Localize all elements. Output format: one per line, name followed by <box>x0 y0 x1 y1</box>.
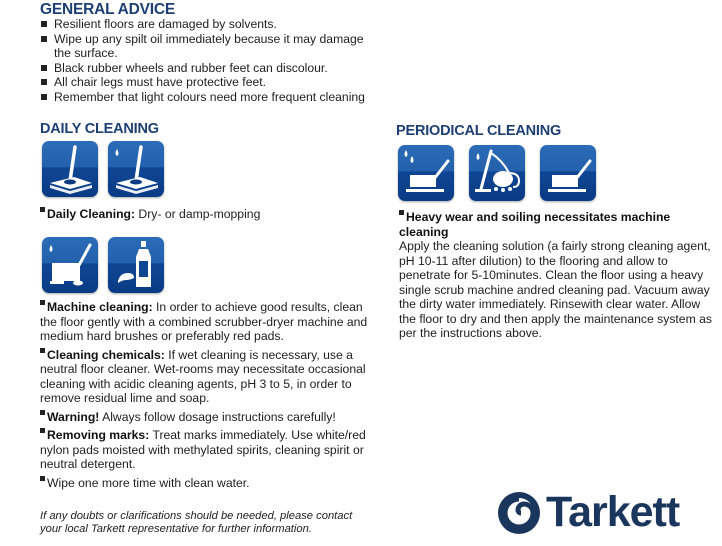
vacuum-icon <box>469 145 525 201</box>
bullet-square <box>40 428 45 433</box>
daily-cleaning-note <box>40 207 370 226</box>
list-item: Black rubber wheels and rubber feet can discolour. <box>40 61 370 76</box>
list-item: Resilient floors are damaged by solvents. <box>40 17 370 32</box>
list-item: Wipe up any spilt oil immediately because it may damage the surface. <box>40 32 370 61</box>
scrubber-dryer-icon <box>42 237 98 293</box>
dry-mop-icon <box>42 141 98 197</box>
wipe-item <box>40 476 370 491</box>
bullet-square <box>40 207 45 212</box>
tarkett-logo <box>496 490 706 536</box>
bullet-square <box>40 410 45 415</box>
wet-machine-scrub-icon <box>398 145 454 201</box>
item-text: Always follow dosage instructions carefully! <box>99 409 336 424</box>
machine-cleaning-item <box>40 300 370 344</box>
item-text: If wet cleaning is necessary, use a neutral floor cleaner. Wet-rooms may necessitate occasional cleaning with acidic cleaning agents, pH 3 to 5, in order to remove residual lime and soap. <box>40 347 366 405</box>
item-label: Removing marks: <box>47 428 150 442</box>
item-text: Wipe one more time with clean water. <box>47 475 250 490</box>
machine-scrub-icon <box>540 145 596 201</box>
item-label: Warning! <box>47 409 100 424</box>
item-text: Treat marks immediately. Use white/red nylon pads moisted with methylated spirits, cleaning spirit or neutral detergent. <box>40 428 366 471</box>
removing-marks-item <box>40 428 370 472</box>
periodical-heading: Heavy wear and soiling necessitates machine cleaning <box>399 210 671 239</box>
logo-wordmark: Tarkett <box>546 488 680 536</box>
daily-text: Dry- or damp-mopping <box>135 207 261 221</box>
tarkett-swirl-icon <box>496 490 542 536</box>
periodical-body: Apply the cleaning solution (a fairly strong cleaning agent, pH 10-11 after dilution) to the flooring and allow to penetrate for 5-10minutes. Clean the floor using a heavy single scrub machine andred cleaning pad. Vacuum away the dirty water immediately. Rinsewith clear water. Allow the floor to dry and then apply the maintenance system as per the instructions above. <box>399 239 712 340</box>
bullet-square <box>40 300 45 305</box>
list-item: Remember that light colours need more frequent cleaning <box>40 90 370 105</box>
daily-label: Daily Cleaning: <box>47 207 136 221</box>
periodical-cleaning-text <box>399 210 717 345</box>
general-advice-heading: GENERAL ADVICE <box>40 1 175 18</box>
damp-mop-icon <box>108 141 164 197</box>
item-text: In order to achieve good results, clean the floor gently with a combined scrubber-dryer machine and medium hard brushes or preferably red pads. <box>40 300 368 343</box>
cleaning-chemicals-item <box>40 348 370 406</box>
warning-item <box>40 410 370 425</box>
footer-note <box>40 510 352 536</box>
general-advice-list <box>40 17 370 104</box>
daily-cleaning-details <box>40 300 370 494</box>
bullet-square <box>399 210 404 215</box>
bullet-square <box>40 476 45 481</box>
daily-cleaning-heading: DAILY CLEANING <box>40 121 159 137</box>
periodical-cleaning-heading: PERIODICAL CLEANING <box>396 123 562 139</box>
bullet-square <box>40 348 45 353</box>
list-item: All chair legs must have protective feet. <box>40 75 370 90</box>
footer-line-2: your local Tarkett representative for further information. <box>40 523 312 535</box>
cleaning-chemicals-icon <box>108 237 164 293</box>
item-label: Cleaning chemicals: <box>47 347 165 362</box>
item-label: Machine cleaning: <box>47 300 153 314</box>
footer-line-1: If any doubts or clarifications should be needed, please contact <box>40 510 353 522</box>
